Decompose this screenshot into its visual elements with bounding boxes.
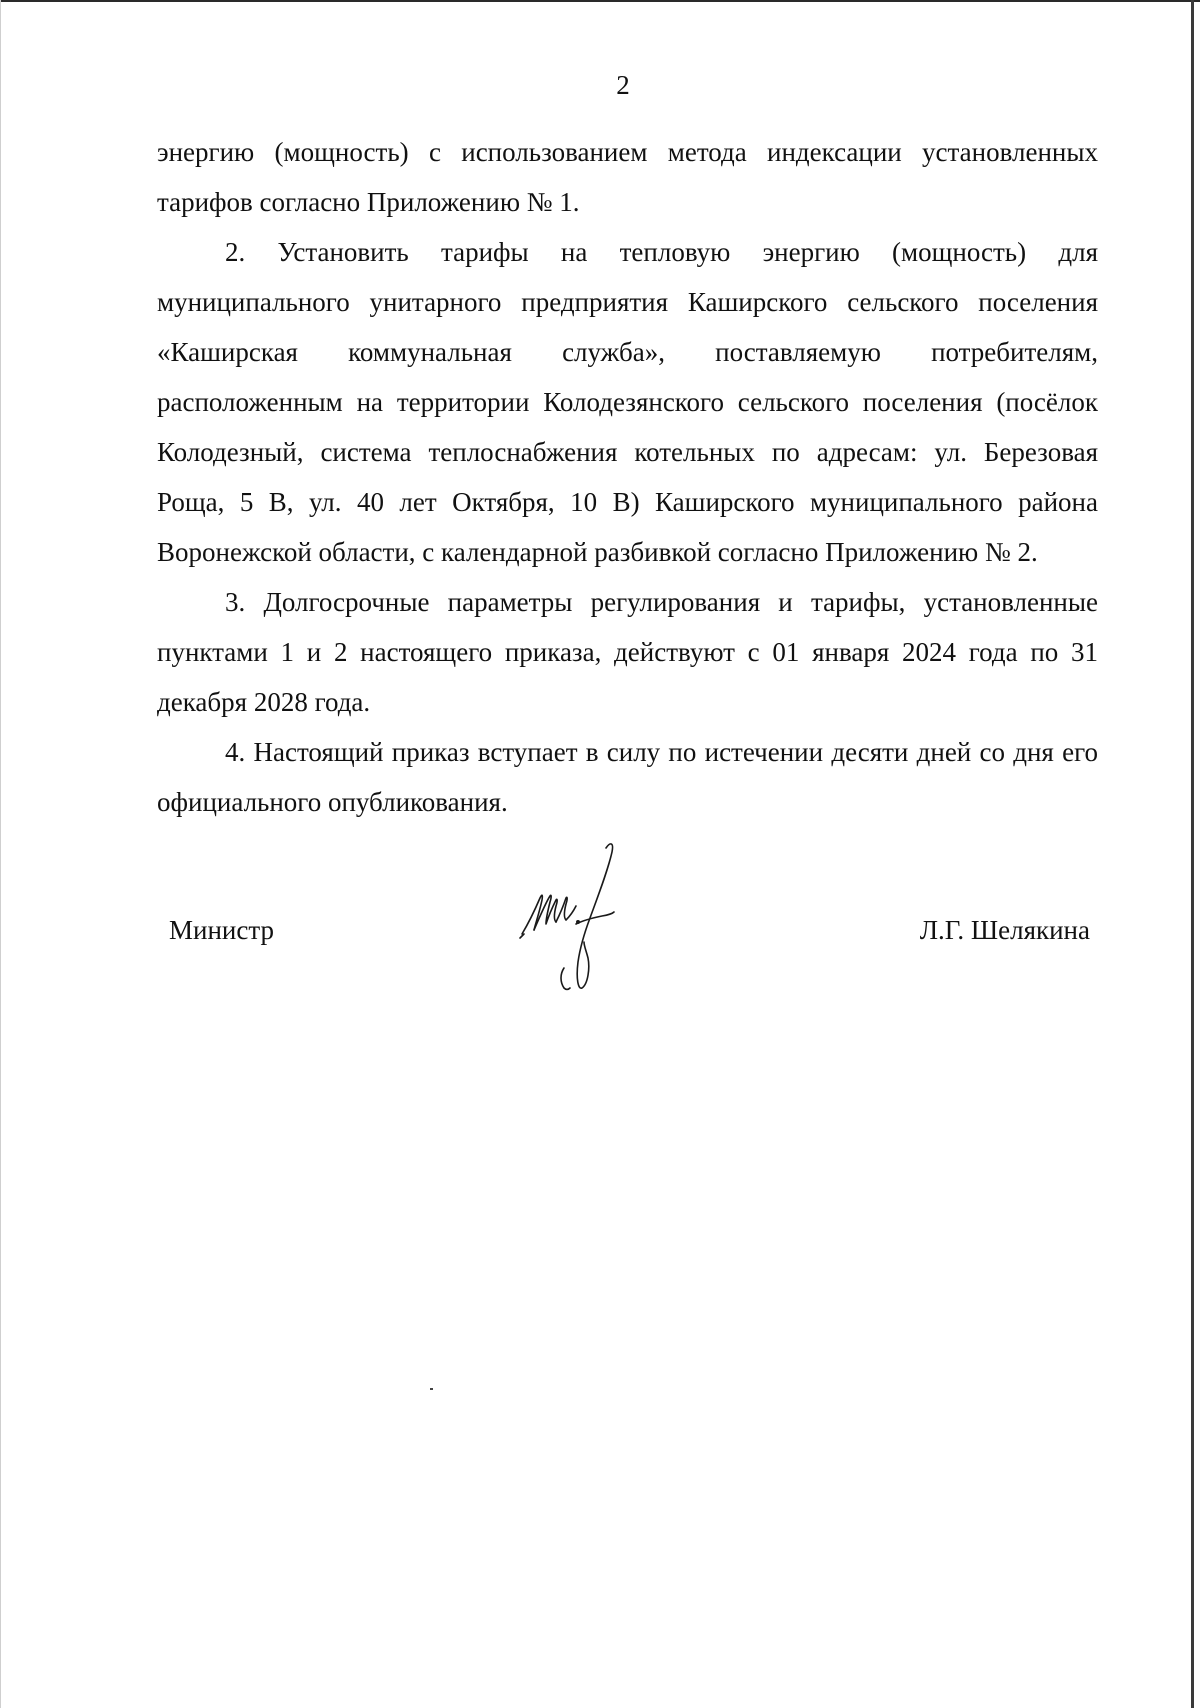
scan-edge-right: [1191, 0, 1194, 1708]
handwritten-signature: [518, 838, 658, 1008]
document-body: [157, 127, 1098, 827]
page-number: 2: [616, 70, 630, 100]
scan-edge-top: [0, 0, 1200, 2]
paragraph-item-4: 4. Настоящий приказ вступает в силу по истечении десяти дней со дня его официального опубликования.: [157, 737, 1098, 817]
scan-edge-left: [0, 0, 1, 1708]
paragraph-item-2: 2. Установить тарифы на тепловую энергию (мощность) для муниципального унитарного предприятия Каширского сельского поселения «Каширская коммунальная служба», поставляемую потребителям, расположенным на территории Колодезянского сельского поселения (посёлок Колодезный, система теплоснабжения котельных по адресам: ул. Березовая Роща, 5 В, ул. 40 лет Октября, 10 В) Каширского муниципального района Воронежской области, с календарной разбивкой согласно Приложению № 2.: [157, 237, 1098, 567]
scan-speck: [430, 1388, 433, 1390]
signatory-name: Л.Г. Шелякина: [919, 915, 1090, 945]
paragraph-continuation: энергию (мощность) с использованием метода индексации установленных тарифов согласно Приложению № 1.: [157, 137, 1098, 217]
paragraph-item-3: 3. Долгосрочные параметры регулирования и тарифы, установленные пунктами 1 и 2 настоящего приказа, действуют с 01 января 2024 года по 31 декабря 2028 года.: [157, 587, 1098, 717]
signatory-title: Министр: [169, 915, 274, 945]
